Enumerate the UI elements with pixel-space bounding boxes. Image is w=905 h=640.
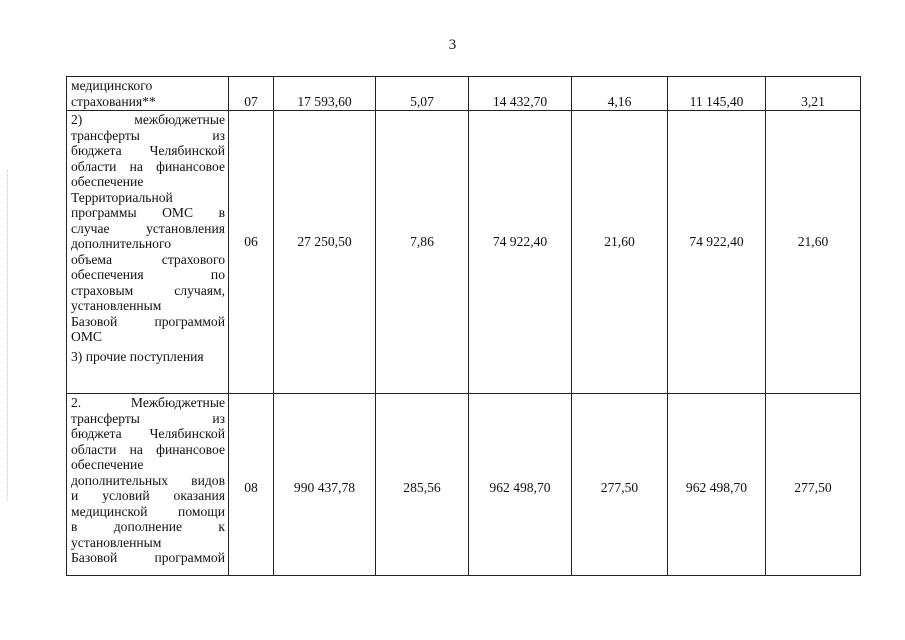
value-cell: 285,56 <box>376 394 469 576</box>
scan-edge-mark <box>7 170 9 500</box>
value-cell: 277,50 <box>766 394 861 576</box>
row-label-other-income: 3) прочие поступления <box>71 348 204 364</box>
value-cell: 962 498,70 <box>469 394 572 576</box>
value-cell: 74 922,40 11 145,40 <box>668 111 766 394</box>
budget-table <box>66 76 861 576</box>
value-cell: 990 437,78 <box>274 394 376 576</box>
code-cell: 08 <box>229 394 274 576</box>
row-label: медицинского страхования** <box>67 77 229 111</box>
value-cell: 7,86 5,07 <box>376 111 469 394</box>
value-cell: 21,60 3,21 <box>766 111 861 394</box>
table-row <box>67 111 861 394</box>
value-cell: 277,50 <box>572 394 668 576</box>
code-cell: 06 07 <box>229 111 274 394</box>
value-cell: 27 250,50 17 593,60 <box>274 111 376 394</box>
value-cell: 21,60 4,16 <box>572 111 668 394</box>
row-label: 2) межбюджетные трансферты из бюджета Челябинской области на финансовое обеспечение Территориальной программы ОМС в случае установления дополнительного объема страхового обеспечения по страховым случаям, установленным Базовой программой ОМС 3) прочие поступления <box>67 111 229 394</box>
value-cell: 74 922,40 14 432,70 <box>469 111 572 394</box>
table-row <box>67 394 861 576</box>
page-number: 3 <box>448 37 457 53</box>
row-label: 2. Межбюджетные трансферты из бюджета Челябинской области на финансовое обеспечение дополнительных видов и условий оказания медицинской помощи в дополнение к установленным Базовой программой <box>67 394 229 576</box>
value-cell: 962 498,70 <box>668 394 766 576</box>
